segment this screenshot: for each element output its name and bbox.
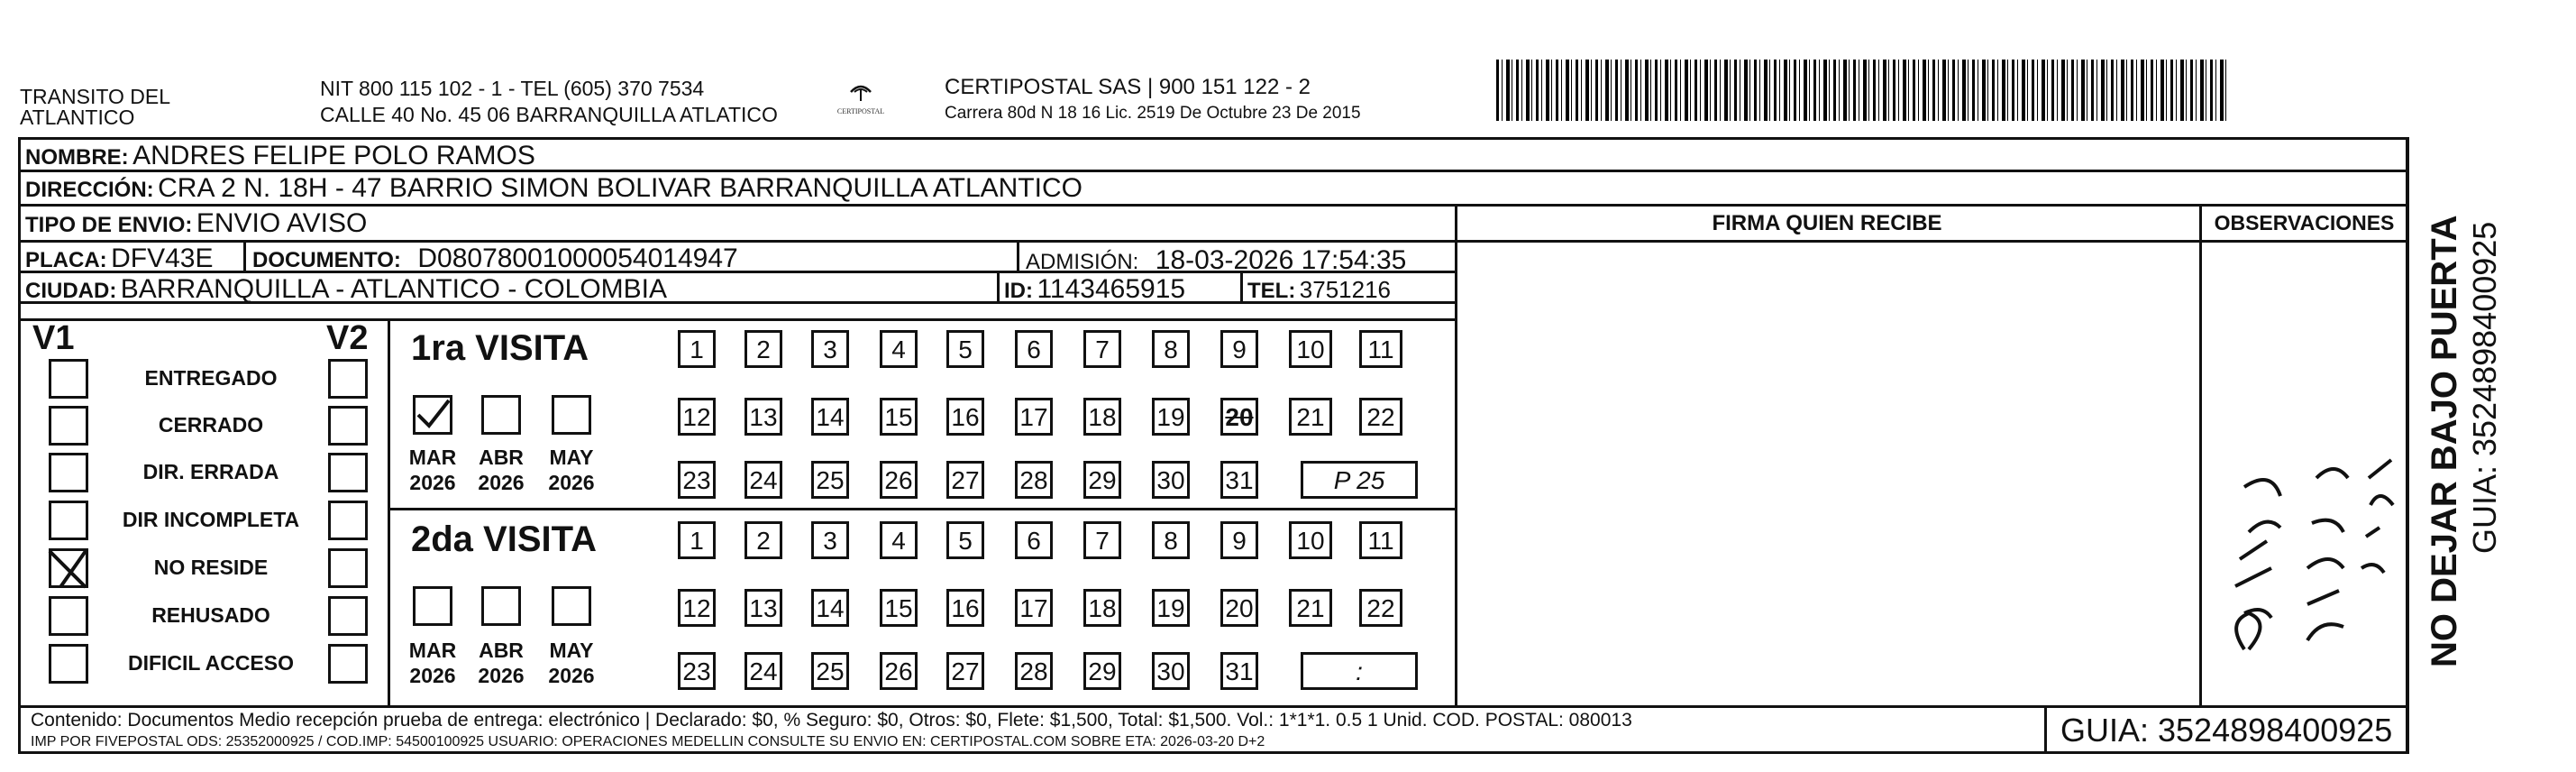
second-day-box[interactable]: 1 — [678, 521, 716, 559]
second-month-checkbox[interactable] — [413, 586, 452, 626]
placa-row — [25, 244, 214, 274]
footer-imp: IMP POR FIVEPOSTAL ODS: 25352000925 / COD.IMP: 54500100925 USUARIO: OPERACIONES MEDELLIN CONSULTE SU ENVIO EN: CERTIPOSTAL.COM SOBRE ETA: 2026-03-20 D+2 — [31, 734, 1265, 749]
courier-logo — [829, 79, 892, 123]
v2-label: V2 — [326, 319, 369, 357]
id-label: ID: — [1004, 279, 1033, 303]
v2-checkbox[interactable] — [328, 359, 368, 399]
documento-label: DOCUMENTO: — [252, 248, 401, 272]
status-label: ENTREGADO — [144, 366, 278, 390]
second-day-box[interactable]: 23 — [678, 652, 716, 690]
first-day-box[interactable]: 5 — [946, 330, 984, 368]
second-day-box[interactable]: 14 — [811, 589, 849, 627]
first-day-box[interactable]: 23 — [678, 461, 716, 499]
placa-label: PLACA: — [25, 248, 107, 272]
documento-value: D08078001000054014947 — [417, 244, 738, 273]
v1-checkbox[interactable] — [49, 596, 88, 636]
issuer-address: CALLE 40 No. 45 06 BARRANQUILLA ATLATICO — [320, 103, 778, 126]
first-visit-title: 1ra VISITA — [411, 328, 589, 368]
header-barcode — [1496, 60, 2226, 121]
first-day-box[interactable]: 3 — [811, 330, 849, 368]
status-label: DIR. ERRADA — [142, 460, 279, 483]
nombre-value: ANDRES FELIPE POLO RAMOS — [132, 141, 535, 170]
first-day-box[interactable]: 26 — [880, 461, 918, 499]
issuer-name-line1: TRANSITO DEL — [20, 85, 170, 108]
second-day-box[interactable]: 4 — [880, 521, 918, 559]
direccion-row — [25, 173, 1082, 204]
first-day-box[interactable]: 4 — [880, 330, 918, 368]
second-day-box[interactable]: 25 — [811, 652, 849, 690]
v1-checkbox[interactable] — [49, 548, 88, 588]
second-day-box[interactable]: 22 — [1359, 589, 1402, 627]
second-day-box[interactable]: 11 — [1359, 521, 1402, 559]
firma-header: FIRMA QUIEN RECIBE — [1712, 211, 1942, 235]
courier-name: CERTIPOSTAL SAS | 900 151 122 - 2 — [945, 75, 1311, 99]
direccion-value: CRA 2 N. 18H - 47 BARRIO SIMON BOLIVAR BARRANQUILLA ATLANTICO — [158, 173, 1082, 203]
second-day-box[interactable]: 15 — [880, 589, 918, 627]
tipo-row — [25, 208, 367, 239]
first-day-box[interactable]: 25 — [811, 461, 849, 499]
ciudad-value: BARRANQUILLA - ATLANTICO - COLOMBIA — [120, 274, 668, 304]
second-day-box[interactable]: 31 — [1220, 652, 1258, 690]
second-day-box[interactable]: 8 — [1152, 521, 1190, 559]
second-year-label: 2026 — [478, 664, 525, 687]
second-year-label: 2026 — [409, 664, 456, 687]
admision-value: 18-03-2026 17:54:35 — [1155, 245, 1407, 275]
second-day-box[interactable]: 20 — [1220, 589, 1258, 627]
second-day-box[interactable]: 16 — [946, 589, 984, 627]
second-day-box[interactable]: 6 — [1015, 521, 1053, 559]
first-day-box[interactable]: 17 — [1015, 398, 1053, 436]
id-row — [1004, 274, 1185, 305]
first-day-box[interactable]: 20 — [1220, 398, 1258, 436]
ciudad-label: CIUDAD: — [25, 279, 117, 303]
second-day-box[interactable]: 13 — [744, 589, 782, 627]
second-day-box[interactable]: 27 — [946, 652, 984, 690]
side-guia: GUIA: 3524898400925 — [2466, 221, 2503, 554]
second-day-box[interactable]: 28 — [1015, 652, 1053, 690]
first-day-box[interactable]: 16 — [946, 398, 984, 436]
v2-checkbox[interactable] — [328, 453, 368, 492]
first-day-box[interactable]: 18 — [1083, 398, 1121, 436]
second-day-box[interactable]: 3 — [811, 521, 849, 559]
firma-area[interactable] — [1460, 244, 2196, 702]
first-day-box[interactable]: 29 — [1083, 461, 1121, 499]
observaciones-header: OBSERVACIONES — [2214, 211, 2395, 234]
status-label: REHUSADO — [151, 603, 270, 627]
footer-contenido: Contenido: Documentos Medio recepción prueba de entrega: electrónico | Declarado: $0, % Seguro: $0, Otros: $0, Flete: $1,500, Total: $1,500. Vol.: 1*1*1. 0.5 1 Unid. COD. POSTAL: 080013 — [31, 710, 1632, 731]
second-month-label: ABR — [479, 639, 524, 662]
direccion-label: DIRECCIÓN: — [25, 178, 154, 202]
first-day-box[interactable]: 28 — [1015, 461, 1053, 499]
first-month-label: MAR — [408, 446, 457, 469]
first-year-label: 2026 — [409, 471, 456, 494]
second-day-box[interactable]: 21 — [1289, 589, 1332, 627]
second-day-box[interactable]: 18 — [1083, 589, 1121, 627]
id-value: 1143465915 — [1037, 274, 1186, 304]
documento-row — [252, 244, 738, 274]
second-day-box[interactable]: 5 — [946, 521, 984, 559]
first-day-box[interactable]: 22 — [1359, 398, 1402, 436]
status-label: NO RESIDE — [153, 556, 269, 579]
first-day-box[interactable]: 30 — [1152, 461, 1190, 499]
second-day-box[interactable]: 19 — [1152, 589, 1190, 627]
tel-row — [1247, 276, 1391, 304]
issuer-name-line2: ATLANTICO — [20, 106, 135, 129]
first-day-box[interactable]: 14 — [811, 398, 849, 436]
footer-guia: GUIA: 3524898400925 — [2060, 712, 2393, 749]
v1-checkbox[interactable] — [49, 644, 88, 684]
admision-row — [1026, 245, 1406, 276]
side-warning: NO DEJAR BAJO PUERTA — [2425, 215, 2464, 667]
v1-checkbox[interactable] — [49, 359, 88, 399]
v1-checkbox[interactable] — [49, 501, 88, 540]
first-year-label: 2026 — [478, 471, 525, 494]
second-visit-title: 2da VISITA — [411, 519, 597, 559]
first-day-box[interactable]: 27 — [946, 461, 984, 499]
tipo-label: TIPO DE ENVIO: — [25, 213, 193, 237]
admision-label: ADMISIÓN: — [1026, 250, 1139, 274]
second-day-box[interactable]: 7 — [1083, 521, 1121, 559]
first-day-box[interactable]: 31 — [1220, 461, 1258, 499]
second-day-box[interactable]: 30 — [1152, 652, 1190, 690]
v1-label: V1 — [32, 319, 75, 357]
first-day-box[interactable]: 19 — [1152, 398, 1190, 436]
first-month-checkbox[interactable] — [481, 395, 521, 435]
second-day-box[interactable]: 29 — [1083, 652, 1121, 690]
second-day-box[interactable]: 9 — [1220, 521, 1258, 559]
second-day-box[interactable]: 2 — [744, 521, 782, 559]
second-day-box[interactable]: 17 — [1015, 589, 1053, 627]
v2-checkbox[interactable] — [328, 548, 368, 588]
first-month-checkbox[interactable] — [552, 395, 591, 435]
status-label: DIR INCOMPLETA — [122, 508, 300, 531]
v1-checkbox[interactable] — [49, 453, 88, 492]
second-year-label: 2026 — [548, 664, 595, 687]
handwriting-icon — [2208, 343, 2398, 685]
second-month-label: MAR — [408, 639, 457, 662]
v1-checkbox[interactable] — [49, 406, 88, 446]
second-day-box[interactable]: 12 — [678, 589, 716, 627]
first-day-box[interactable]: 21 — [1289, 398, 1332, 436]
second-day-box[interactable]: 10 — [1289, 521, 1332, 559]
first-month-label: ABR — [479, 446, 524, 469]
first-month-checkbox[interactable] — [413, 395, 452, 435]
certipostal-logo-icon — [829, 79, 892, 123]
issuer-nit: NIT 800 115 102 - 1 - TEL (605) 370 7534 — [320, 77, 705, 100]
first-day-box[interactable]: 9 — [1220, 330, 1258, 368]
first-month-label: MAY — [549, 446, 594, 469]
tel-value: 3751216 — [1299, 276, 1392, 303]
first-day-box[interactable]: 7 — [1083, 330, 1121, 368]
observaciones-handwriting — [2208, 343, 2398, 685]
first-day-box[interactable]: 11 — [1359, 330, 1402, 368]
first-day-box[interactable]: 8 — [1152, 330, 1190, 368]
v2-checkbox[interactable] — [328, 644, 368, 684]
first-day-box[interactable]: 6 — [1015, 330, 1053, 368]
second-month-label: MAY — [549, 639, 594, 662]
first-day-box[interactable]: 10 — [1289, 330, 1332, 368]
second-month-checkbox[interactable] — [481, 586, 521, 626]
status-label: DIFICIL ACCESO — [127, 651, 294, 675]
second-month-checkbox[interactable] — [552, 586, 591, 626]
ciudad-row — [25, 274, 667, 305]
first-day-box[interactable]: 24 — [744, 461, 782, 499]
first-day-box[interactable]: 2 — [744, 330, 782, 368]
second-day-box[interactable]: 26 — [880, 652, 918, 690]
placa-value: DFV43E — [111, 244, 214, 273]
v2-checkbox[interactable] — [328, 406, 368, 446]
nombre-row — [25, 141, 535, 171]
first-day-box[interactable]: 1 — [678, 330, 716, 368]
tipo-value: ENVIO AVISO — [196, 208, 368, 238]
first-day-box[interactable]: 12 — [678, 398, 716, 436]
second-day-box[interactable]: 24 — [744, 652, 782, 690]
first-time-box[interactable]: P 25 — [1301, 461, 1418, 499]
second-time-box[interactable]: : — [1301, 652, 1418, 690]
svg-text:CERTIPOSTAL: CERTIPOSTAL — [836, 107, 885, 115]
tel-label: TEL: — [1247, 279, 1296, 303]
v2-checkbox[interactable] — [328, 596, 368, 636]
first-year-label: 2026 — [548, 471, 595, 494]
nombre-label: NOMBRE: — [25, 145, 129, 170]
status-label: CERRADO — [158, 413, 264, 437]
courier-address: Carrera 80d N 18 16 Lic. 2519 De Octubre 23 De 2015 — [945, 104, 1361, 123]
first-day-box[interactable]: 15 — [880, 398, 918, 436]
first-day-box[interactable]: 13 — [744, 398, 782, 436]
v2-checkbox[interactable] — [328, 501, 368, 540]
